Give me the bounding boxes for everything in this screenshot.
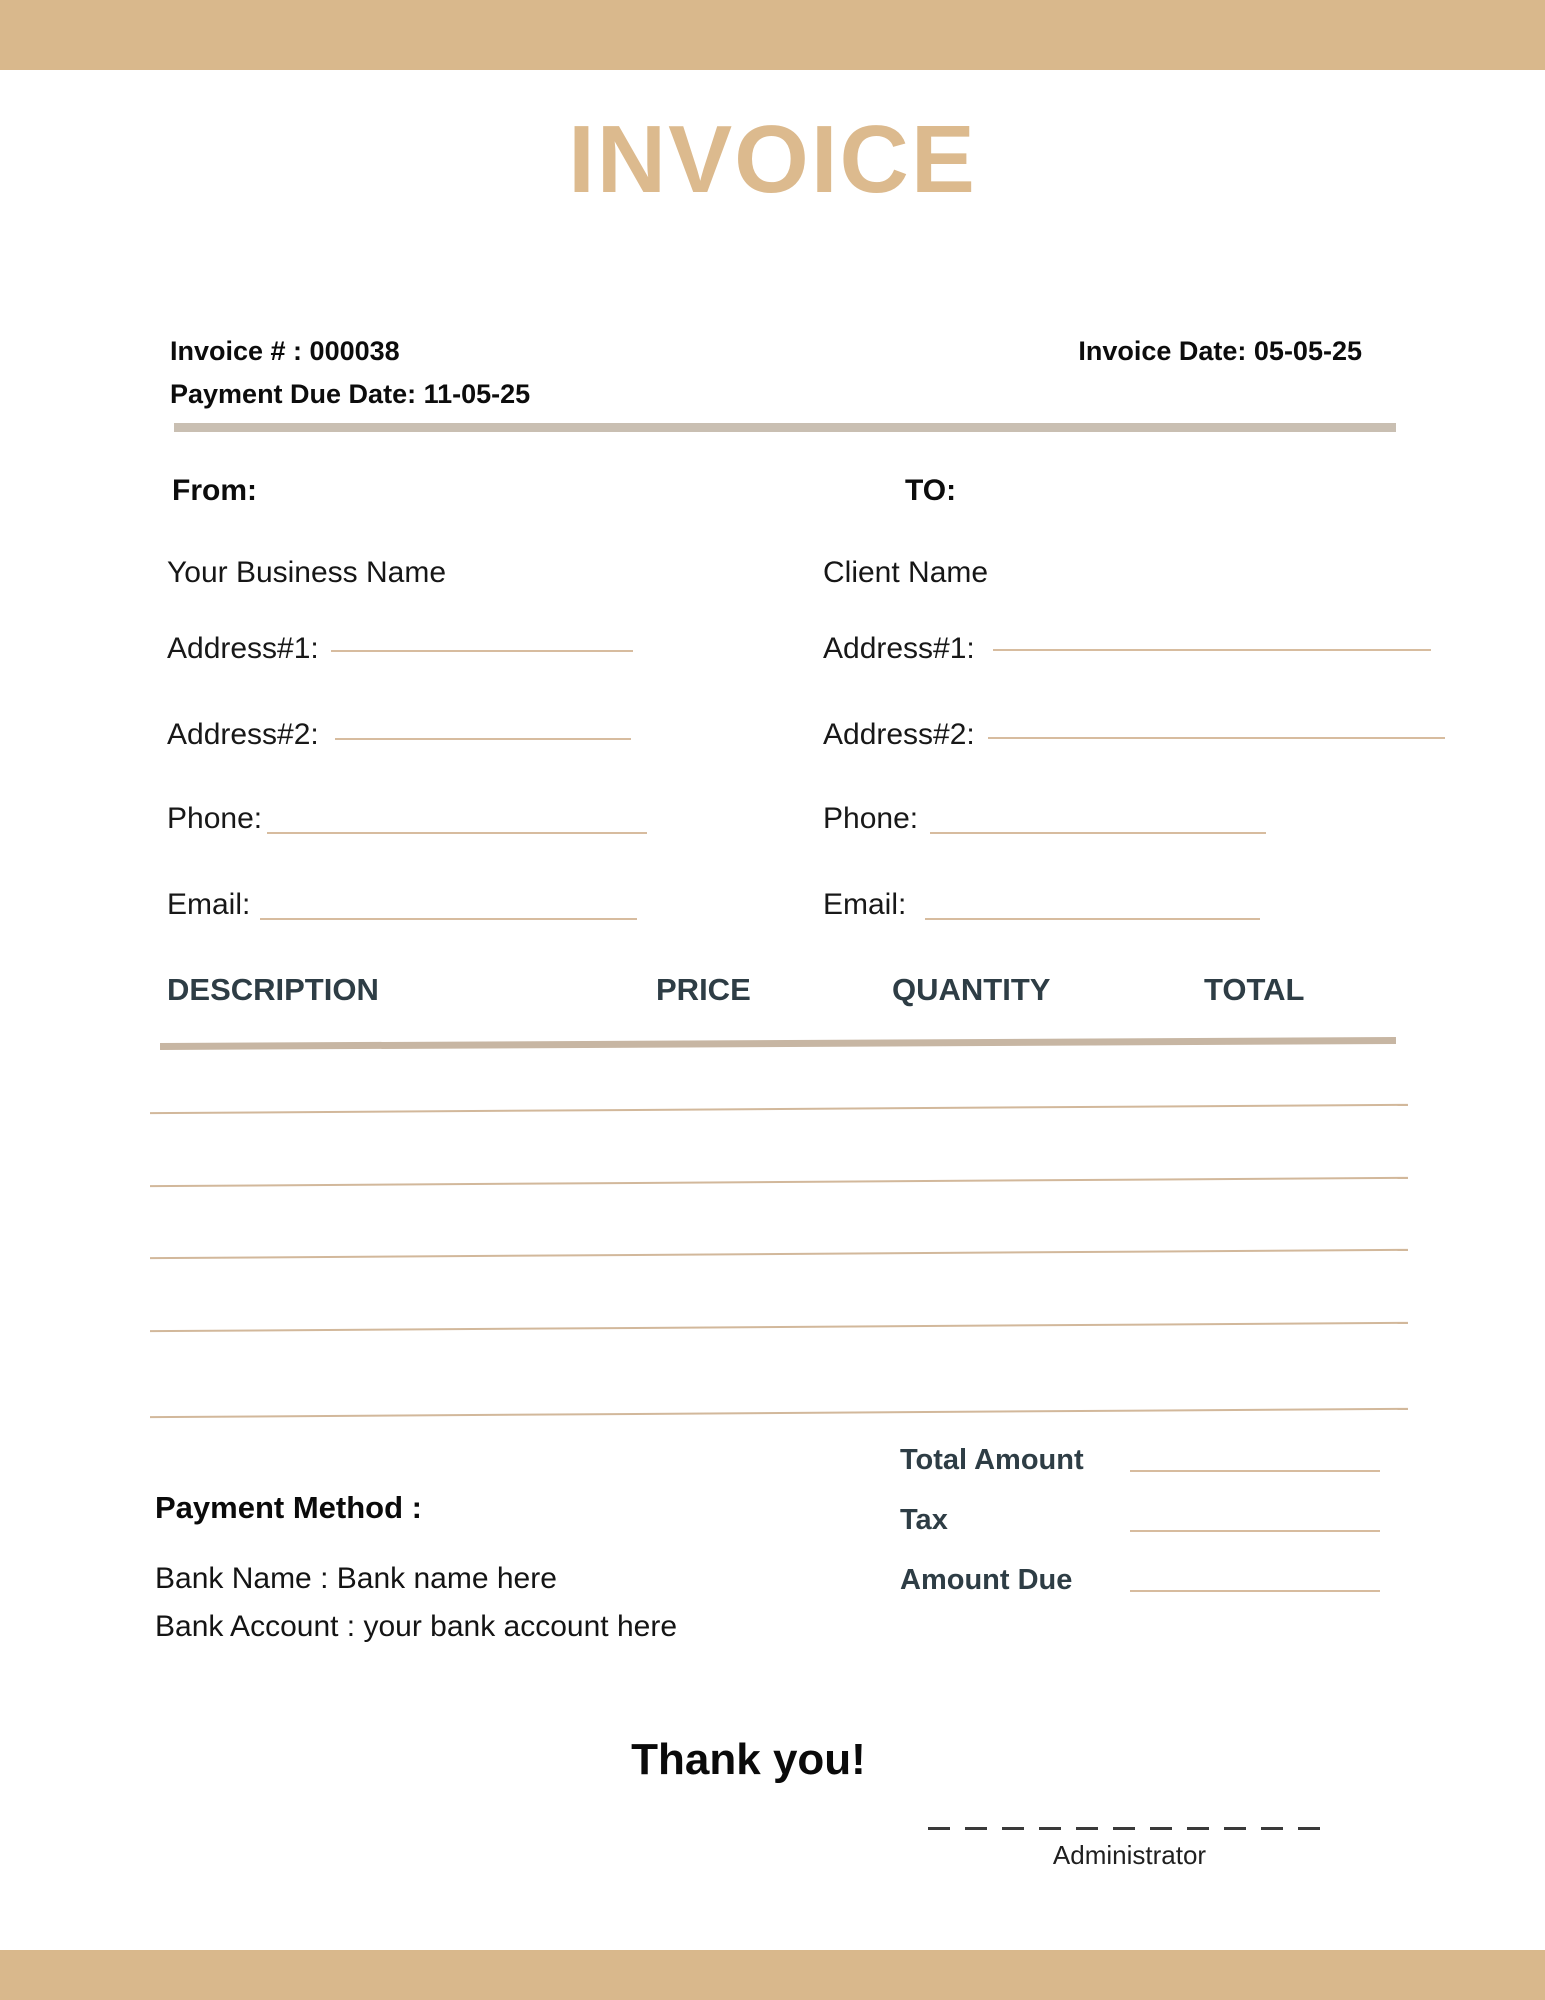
signature-block (928, 1827, 1331, 1871)
from-phone-line (267, 832, 647, 834)
bottom-accent-bar (0, 1950, 1545, 2000)
column-price: PRICE (656, 972, 751, 1007)
tax-row (900, 1504, 948, 1544)
invoice-date: Invoice Date: 05-05-25 (1078, 336, 1362, 366)
from-address2-line (335, 738, 631, 740)
from-email-field (167, 888, 250, 930)
to-phone-line (930, 832, 1266, 834)
items-header-rule (160, 1037, 1396, 1050)
item-row-line (150, 1408, 1408, 1418)
to-address1-label: Address#1: (823, 632, 975, 665)
to-address1-field (823, 632, 975, 674)
to-email-field (823, 888, 906, 930)
from-address1-label: Address#1: (167, 632, 319, 665)
page-title: INVOICE (568, 106, 977, 213)
from-address1-line (331, 650, 633, 652)
total-amount-line (1130, 1470, 1380, 1472)
from-phone-label: Phone: (167, 802, 263, 835)
tax-label: Tax (900, 1504, 948, 1536)
signature-label: Administrator (1052, 1840, 1207, 1870)
to-email-line (925, 918, 1260, 920)
meta-separator-rule (174, 423, 1396, 432)
invoice-number: Invoice # : 000038 (170, 336, 400, 366)
to-address2-field (823, 718, 975, 760)
amount-due-label: Amount Due (900, 1564, 1073, 1596)
amount-due-row (900, 1564, 1072, 1604)
item-row-line (150, 1104, 1408, 1114)
amount-due-line (1130, 1590, 1380, 1592)
to-heading: TO: (905, 474, 957, 507)
thank-you-note: Thank you! (631, 1735, 866, 1784)
payment-method-section (155, 1490, 855, 1643)
total-amount-row (900, 1444, 1084, 1484)
column-quantity: QUANTITY (892, 972, 1051, 1007)
from-phone-field (167, 802, 262, 844)
top-accent-bar (0, 0, 1545, 70)
to-address2-label: Address#2: (823, 718, 975, 751)
column-description: DESCRIPTION (167, 972, 379, 1007)
from-address2-field (167, 718, 319, 760)
from-email-line (260, 918, 637, 920)
from-email-label: Email: (167, 888, 251, 921)
tax-line (1130, 1530, 1380, 1532)
to-phone-field (823, 802, 918, 844)
item-row-line (150, 1322, 1408, 1332)
item-row-line (150, 1177, 1408, 1187)
column-total: TOTAL (1204, 972, 1305, 1007)
signature-dashed-line (928, 1827, 1331, 1830)
to-client-name: Client Name (823, 556, 989, 589)
to-phone-label: Phone: (823, 802, 919, 835)
from-address1-field (167, 632, 319, 674)
to-address1-line (993, 649, 1431, 651)
from-section (167, 472, 667, 921)
payment-due-date: Payment Due Date: 11-05-25 (170, 379, 531, 409)
from-address2-label: Address#2: (167, 718, 319, 751)
from-heading: From: (172, 474, 257, 507)
invoice-meta (170, 330, 1362, 416)
invoice-meta-left (170, 330, 530, 416)
payment-method-heading: Payment Method : (155, 1490, 422, 1525)
item-row-line (150, 1249, 1408, 1259)
from-business-name: Your Business Name (167, 556, 447, 589)
bank-name-line: Bank Name : Bank name here (155, 1562, 557, 1595)
to-address2-line (988, 737, 1445, 739)
to-section (823, 472, 1448, 921)
total-amount-label: Total Amount (900, 1444, 1084, 1476)
to-email-label: Email: (823, 888, 907, 921)
bank-account-line: Bank Account : your bank account here (155, 1610, 677, 1643)
